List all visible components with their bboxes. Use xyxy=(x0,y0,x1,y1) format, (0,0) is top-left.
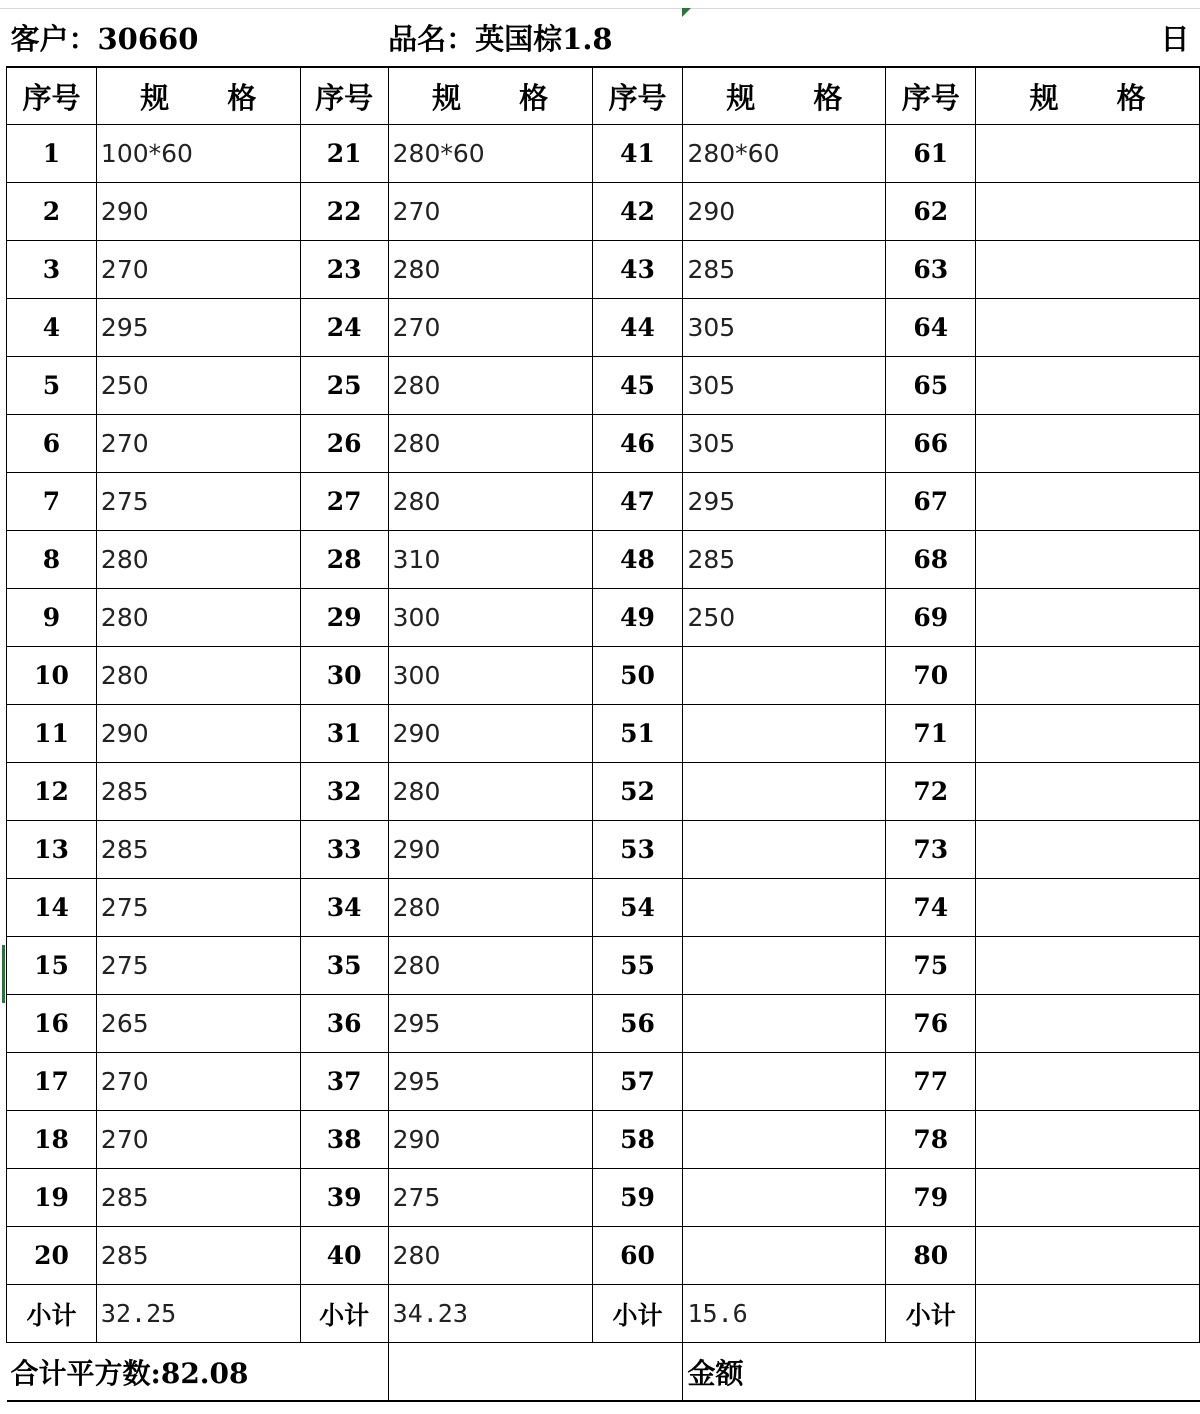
seq-number-cell[interactable]: 21 xyxy=(300,125,388,183)
spec-value-cell[interactable]: 280*60 xyxy=(388,125,592,183)
spec-value-cell[interactable]: 295 xyxy=(388,995,592,1053)
seq-header[interactable]: 序号 xyxy=(886,67,976,125)
spec-value-cell[interactable] xyxy=(976,763,1200,821)
seq-number-cell[interactable]: 35 xyxy=(300,937,388,995)
spec-value-cell[interactable]: 280 xyxy=(96,647,300,705)
seq-number-cell[interactable]: 75 xyxy=(886,937,976,995)
seq-header[interactable]: 序号 xyxy=(7,67,97,125)
spec-header[interactable] xyxy=(96,67,300,125)
subtotal-row xyxy=(7,1285,1200,1343)
spec-value-cell[interactable] xyxy=(976,241,1200,299)
row-selection-indicator xyxy=(2,945,5,1003)
spec-value-cell[interactable] xyxy=(683,1111,886,1169)
total-area-cell[interactable]: 合计平方数:82.08 xyxy=(7,1343,389,1402)
spec-value-cell[interactable]: 285 xyxy=(683,241,886,299)
seq-number-cell[interactable]: 72 xyxy=(886,763,976,821)
spec-value-cell[interactable]: 280 xyxy=(388,937,592,995)
spec-value-cell[interactable] xyxy=(976,821,1200,879)
spec-value-cell[interactable] xyxy=(976,473,1200,531)
seq-number-cell[interactable]: 9 xyxy=(7,589,97,647)
table-row xyxy=(7,879,1200,937)
spec-value-cell[interactable]: 270 xyxy=(96,241,300,299)
table-row xyxy=(7,647,1200,705)
table-row xyxy=(7,705,1200,763)
seq-number-cell[interactable]: 26 xyxy=(300,415,388,473)
seq-number-cell[interactable]: 3 xyxy=(7,241,97,299)
spec-value-cell[interactable]: 280 xyxy=(388,241,592,299)
table-row xyxy=(7,1053,1200,1111)
seq-number-cell[interactable]: 28 xyxy=(300,531,388,589)
spec-value-cell[interactable]: 270 xyxy=(388,183,592,241)
table-row xyxy=(7,1111,1200,1169)
seq-number-cell[interactable]: 57 xyxy=(592,1053,683,1111)
spec-value-cell[interactable] xyxy=(976,357,1200,415)
date-cell[interactable]: 日 xyxy=(683,9,1200,67)
table-row xyxy=(7,183,1200,241)
spec-value-cell[interactable] xyxy=(976,995,1200,1053)
seq-number-cell[interactable]: 46 xyxy=(592,415,683,473)
table-row xyxy=(7,821,1200,879)
seq-number-cell[interactable]: 64 xyxy=(886,299,976,357)
table-row xyxy=(7,241,1200,299)
spec-header-a: 规 xyxy=(726,80,756,115)
spec-value-cell[interactable]: 270 xyxy=(96,415,300,473)
seq-header[interactable]: 序号 xyxy=(300,67,388,125)
seq-number-cell[interactable]: 6 xyxy=(7,415,97,473)
spec-value-cell[interactable]: 290 xyxy=(96,183,300,241)
seq-number-cell[interactable]: 23 xyxy=(300,241,388,299)
table-row xyxy=(7,125,1200,183)
table-row xyxy=(7,415,1200,473)
seq-number-cell[interactable]: 45 xyxy=(592,357,683,415)
spec-value-cell[interactable] xyxy=(683,705,886,763)
spec-header[interactable] xyxy=(388,67,592,125)
spec-value-cell[interactable] xyxy=(976,531,1200,589)
spec-header-b: 格 xyxy=(227,80,257,115)
subtotal-value-cell[interactable]: 34.23 xyxy=(388,1285,592,1343)
amount-label-cell[interactable]: 金额 xyxy=(683,1343,976,1402)
spec-value-cell[interactable]: 300 xyxy=(388,647,592,705)
seq-number-cell[interactable]: 63 xyxy=(886,241,976,299)
spec-header[interactable] xyxy=(683,67,886,125)
seq-number-cell[interactable]: 53 xyxy=(592,821,683,879)
table-row xyxy=(7,995,1200,1053)
total-row xyxy=(7,1343,1200,1402)
spec-value-cell[interactable]: 295 xyxy=(683,473,886,531)
spec-value-cell[interactable] xyxy=(683,937,886,995)
spec-value-cell[interactable] xyxy=(683,1227,886,1285)
spec-value-cell[interactable]: 305 xyxy=(683,299,886,357)
table-row xyxy=(7,299,1200,357)
seq-number-cell[interactable]: 10 xyxy=(7,647,97,705)
seq-number-cell[interactable]: 4 xyxy=(7,299,97,357)
seq-number-cell[interactable]: 65 xyxy=(886,357,976,415)
subtotal-value-cell[interactable]: 15.6 xyxy=(683,1285,886,1343)
spec-value-cell[interactable] xyxy=(976,125,1200,183)
seq-number-cell[interactable]: 67 xyxy=(886,473,976,531)
seq-number-cell[interactable]: 36 xyxy=(300,995,388,1053)
seq-number-cell[interactable]: 56 xyxy=(592,995,683,1053)
subtotal-label-cell[interactable]: 小计 xyxy=(300,1285,388,1343)
spec-value-cell[interactable]: 295 xyxy=(388,1053,592,1111)
seq-number-cell[interactable]: 19 xyxy=(7,1169,97,1227)
seq-number-cell[interactable]: 14 xyxy=(7,879,97,937)
spec-value-cell[interactable]: 275 xyxy=(388,1169,592,1227)
spec-value-cell[interactable] xyxy=(976,1111,1200,1169)
spec-value-cell[interactable]: 280 xyxy=(388,473,592,531)
spec-value-cell[interactable] xyxy=(976,1227,1200,1285)
seq-number-cell[interactable]: 70 xyxy=(886,647,976,705)
seq-number-cell[interactable]: 40 xyxy=(300,1227,388,1285)
spec-value-cell[interactable] xyxy=(976,705,1200,763)
seq-number-cell[interactable]: 76 xyxy=(886,995,976,1053)
column-header-row xyxy=(7,67,1200,125)
spec-value-cell[interactable]: 285 xyxy=(96,763,300,821)
spec-value-cell[interactable]: 290 xyxy=(683,183,886,241)
seq-number-cell[interactable]: 17 xyxy=(7,1053,97,1111)
spec-value-cell[interactable]: 250 xyxy=(96,357,300,415)
spec-value-cell[interactable]: 250 xyxy=(683,589,886,647)
seq-number-cell[interactable]: 61 xyxy=(886,125,976,183)
seq-number-cell[interactable]: 2 xyxy=(7,183,97,241)
spec-value-cell[interactable] xyxy=(976,589,1200,647)
spec-value-cell[interactable]: 290 xyxy=(388,705,592,763)
seq-number-cell[interactable]: 15 xyxy=(7,937,97,995)
seq-number-cell[interactable]: 52 xyxy=(592,763,683,821)
spec-value-cell[interactable]: 295 xyxy=(96,299,300,357)
subtotal-label-cell[interactable]: 小计 xyxy=(7,1285,97,1343)
empty-cell[interactable] xyxy=(388,1343,683,1402)
seq-number-cell[interactable]: 24 xyxy=(300,299,388,357)
seq-number-cell[interactable]: 69 xyxy=(886,589,976,647)
spec-value-cell[interactable] xyxy=(976,299,1200,357)
spec-value-cell[interactable]: 285 xyxy=(96,1227,300,1285)
seq-number-cell[interactable]: 73 xyxy=(886,821,976,879)
spec-header-b: 格 xyxy=(519,80,549,115)
seq-number-cell[interactable]: 60 xyxy=(592,1227,683,1285)
spec-value-cell[interactable]: 270 xyxy=(388,299,592,357)
spec-header-a: 规 xyxy=(1029,80,1059,115)
spec-header[interactable] xyxy=(976,67,1200,125)
seq-number-cell[interactable]: 80 xyxy=(886,1227,976,1285)
seq-number-cell[interactable]: 31 xyxy=(300,705,388,763)
customer-cell[interactable]: 客户：30660 xyxy=(7,9,389,67)
spec-value-cell[interactable]: 305 xyxy=(683,415,886,473)
seq-number-cell[interactable]: 39 xyxy=(300,1169,388,1227)
table-row xyxy=(7,589,1200,647)
spec-value-cell[interactable]: 270 xyxy=(96,1053,300,1111)
seq-number-cell[interactable]: 11 xyxy=(7,705,97,763)
spec-value-cell[interactable] xyxy=(976,415,1200,473)
seq-number-cell[interactable]: 13 xyxy=(7,821,97,879)
spec-value-cell[interactable]: 280 xyxy=(96,531,300,589)
seq-number-cell[interactable]: 66 xyxy=(886,415,976,473)
seq-number-cell[interactable]: 79 xyxy=(886,1169,976,1227)
sheet-top-strip xyxy=(0,0,1200,9)
seq-number-cell[interactable]: 33 xyxy=(300,821,388,879)
spec-value-cell[interactable] xyxy=(683,995,886,1053)
spec-value-cell[interactable]: 280 xyxy=(96,589,300,647)
seq-number-cell[interactable]: 25 xyxy=(300,357,388,415)
seq-number-cell[interactable]: 78 xyxy=(886,1111,976,1169)
spec-value-cell[interactable]: 280 xyxy=(388,879,592,937)
spec-value-cell[interactable]: 275 xyxy=(96,473,300,531)
spec-value-cell[interactable]: 290 xyxy=(388,821,592,879)
spec-value-cell[interactable] xyxy=(683,821,886,879)
spec-value-cell[interactable]: 275 xyxy=(96,937,300,995)
spec-value-cell[interactable]: 285 xyxy=(96,821,300,879)
spec-value-cell[interactable]: 285 xyxy=(96,1169,300,1227)
seq-number-cell[interactable]: 12 xyxy=(7,763,97,821)
spec-value-cell[interactable]: 265 xyxy=(96,995,300,1053)
seq-number-cell[interactable]: 7 xyxy=(7,473,97,531)
seq-number-cell[interactable]: 77 xyxy=(886,1053,976,1111)
seq-number-cell[interactable]: 38 xyxy=(300,1111,388,1169)
subtotal-label-cell[interactable]: 小计 xyxy=(886,1285,976,1343)
spec-value-cell[interactable] xyxy=(976,937,1200,995)
seq-number-cell[interactable]: 59 xyxy=(592,1169,683,1227)
spec-value-cell[interactable]: 300 xyxy=(388,589,592,647)
spec-value-cell[interactable] xyxy=(976,1169,1200,1227)
seq-number-cell[interactable]: 50 xyxy=(592,647,683,705)
table-row xyxy=(7,937,1200,995)
seq-number-cell[interactable]: 32 xyxy=(300,763,388,821)
spec-value-cell[interactable]: 100*60 xyxy=(96,125,300,183)
table-row xyxy=(7,357,1200,415)
seq-number-cell[interactable]: 27 xyxy=(300,473,388,531)
seq-number-cell[interactable]: 44 xyxy=(592,299,683,357)
title-row xyxy=(7,9,1200,67)
amount-value-cell[interactable] xyxy=(976,1343,1200,1402)
subtotal-value-cell[interactable] xyxy=(976,1285,1200,1343)
seq-number-cell[interactable]: 37 xyxy=(300,1053,388,1111)
spec-value-cell[interactable]: 280 xyxy=(388,1227,592,1285)
seq-number-cell[interactable]: 5 xyxy=(7,357,97,415)
seq-number-cell[interactable]: 20 xyxy=(7,1227,97,1285)
spec-value-cell[interactable] xyxy=(976,879,1200,937)
spec-value-cell[interactable]: 280 xyxy=(388,763,592,821)
seq-number-cell[interactable]: 22 xyxy=(300,183,388,241)
spec-value-cell[interactable]: 305 xyxy=(683,357,886,415)
spec-value-cell[interactable] xyxy=(683,647,886,705)
spec-header-b: 格 xyxy=(813,80,843,115)
spec-value-cell[interactable]: 270 xyxy=(96,1111,300,1169)
table-row xyxy=(7,1227,1200,1285)
seq-number-cell[interactable]: 30 xyxy=(300,647,388,705)
spec-value-cell[interactable] xyxy=(976,183,1200,241)
seq-number-cell[interactable]: 54 xyxy=(592,879,683,937)
spec-value-cell[interactable]: 310 xyxy=(388,531,592,589)
seq-number-cell[interactable]: 41 xyxy=(592,125,683,183)
seq-number-cell[interactable]: 42 xyxy=(592,183,683,241)
product-name-cell[interactable]: 品名：英国棕1.8 xyxy=(388,9,683,67)
subtotal-label-cell[interactable]: 小计 xyxy=(592,1285,683,1343)
seq-number-cell[interactable]: 49 xyxy=(592,589,683,647)
seq-number-cell[interactable]: 47 xyxy=(592,473,683,531)
seq-number-cell[interactable]: 8 xyxy=(7,531,97,589)
seq-number-cell[interactable]: 48 xyxy=(592,531,683,589)
seq-number-cell[interactable]: 43 xyxy=(592,241,683,299)
seq-number-cell[interactable]: 62 xyxy=(886,183,976,241)
spec-value-cell[interactable]: 280 xyxy=(388,415,592,473)
spec-value-cell[interactable] xyxy=(683,879,886,937)
seq-number-cell[interactable]: 16 xyxy=(7,995,97,1053)
spec-value-cell[interactable]: 280 xyxy=(388,357,592,415)
spec-value-cell[interactable]: 290 xyxy=(388,1111,592,1169)
spec-value-cell[interactable] xyxy=(976,1053,1200,1111)
spec-value-cell[interactable]: 280*60 xyxy=(683,125,886,183)
seq-header[interactable]: 序号 xyxy=(592,67,683,125)
seq-number-cell[interactable]: 68 xyxy=(886,531,976,589)
seq-number-cell[interactable]: 18 xyxy=(7,1111,97,1169)
spec-value-cell[interactable] xyxy=(683,763,886,821)
subtotal-value-cell[interactable]: 32.25 xyxy=(96,1285,300,1343)
table-row xyxy=(7,531,1200,589)
spec-value-cell[interactable]: 275 xyxy=(96,879,300,937)
spec-value-cell[interactable]: 285 xyxy=(683,531,886,589)
spec-value-cell[interactable]: 290 xyxy=(96,705,300,763)
spec-header-a: 规 xyxy=(140,80,170,115)
seq-number-cell[interactable]: 71 xyxy=(886,705,976,763)
seq-number-cell[interactable]: 58 xyxy=(592,1111,683,1169)
seq-number-cell[interactable]: 29 xyxy=(300,589,388,647)
seq-number-cell[interactable]: 74 xyxy=(886,879,976,937)
seq-number-cell[interactable]: 55 xyxy=(592,937,683,995)
table-row xyxy=(7,1169,1200,1227)
table-row xyxy=(7,473,1200,531)
spec-sheet-table xyxy=(6,9,1200,1402)
table-row xyxy=(7,763,1200,821)
seq-number-cell[interactable]: 51 xyxy=(592,705,683,763)
spec-value-cell[interactable] xyxy=(683,1169,886,1227)
spec-header-b: 格 xyxy=(1116,80,1146,115)
seq-number-cell[interactable]: 34 xyxy=(300,879,388,937)
spec-header-a: 规 xyxy=(432,80,462,115)
spec-value-cell[interactable] xyxy=(683,1053,886,1111)
seq-number-cell[interactable]: 1 xyxy=(7,125,97,183)
spec-value-cell[interactable] xyxy=(976,647,1200,705)
